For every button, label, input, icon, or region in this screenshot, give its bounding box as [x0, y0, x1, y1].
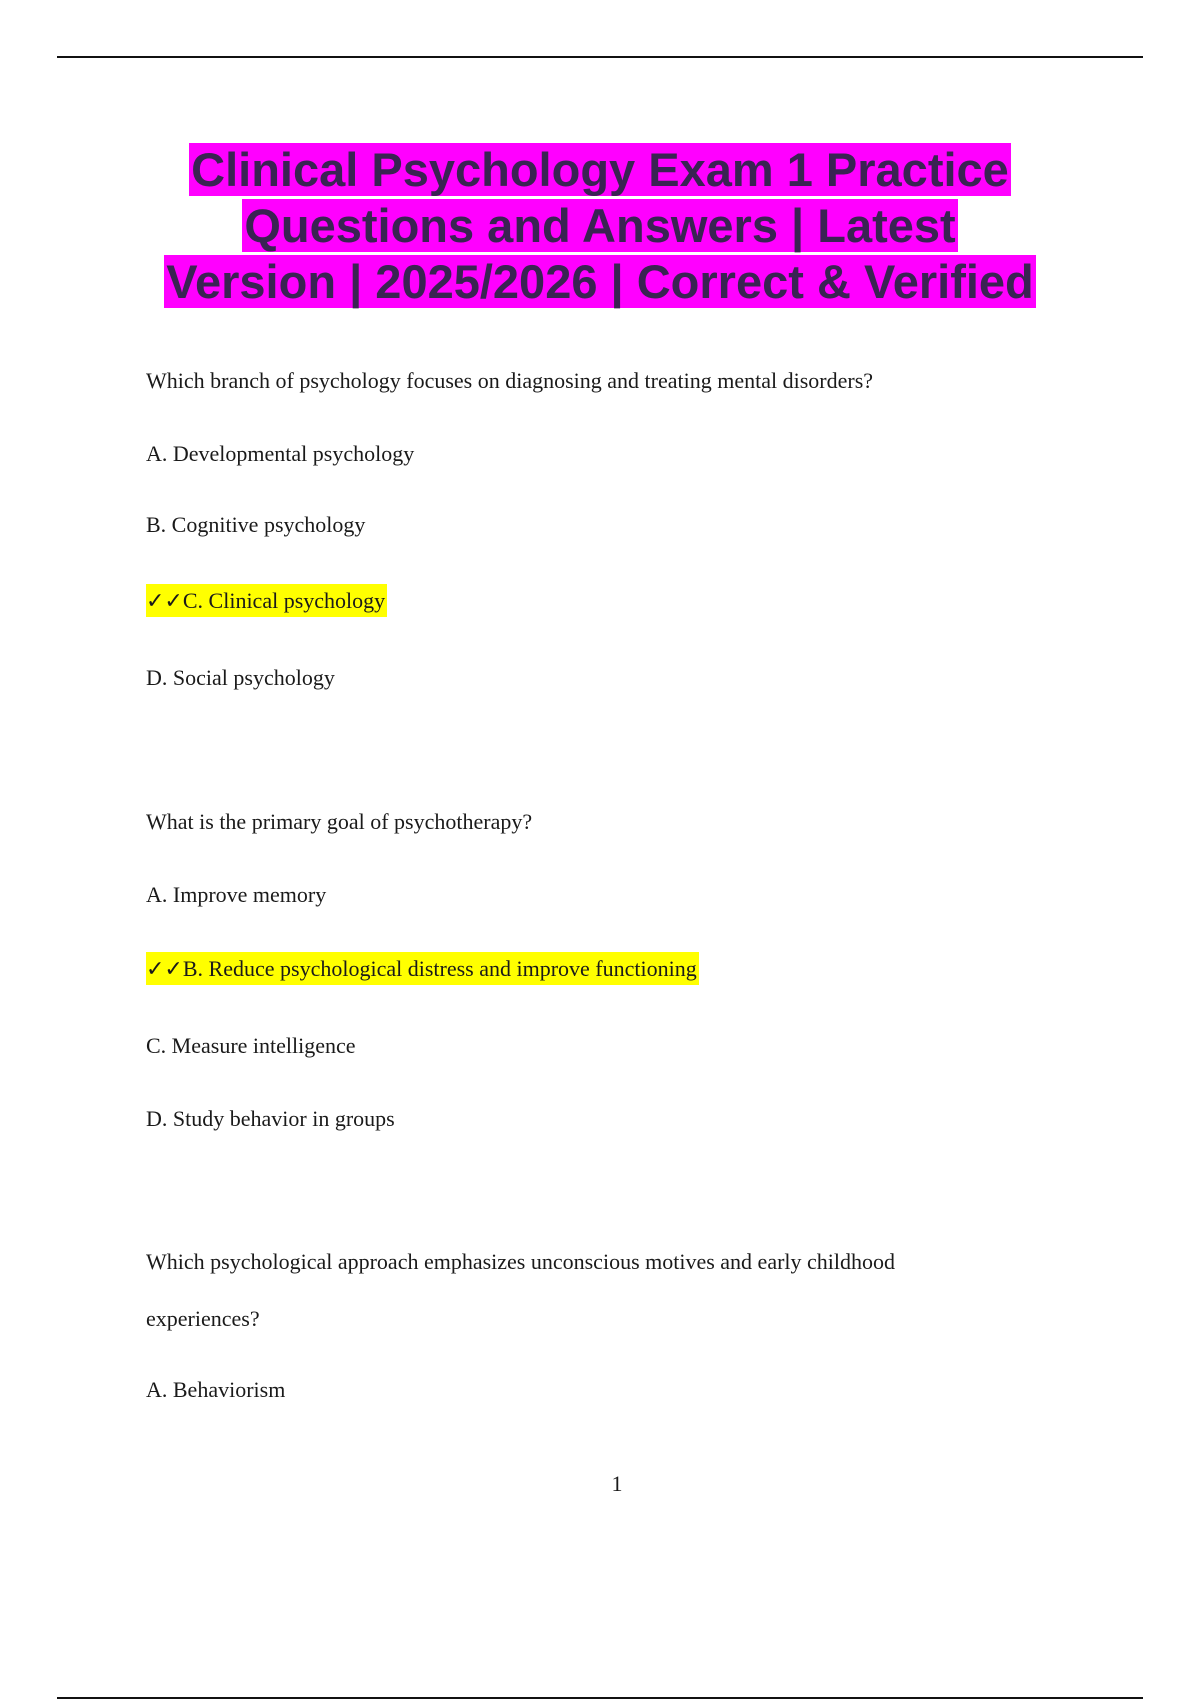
question-1-option-d: D. Social psychology: [146, 665, 335, 690]
question-2-option-b-correct: [146, 955, 699, 984]
question-1-option-c-correct: [146, 587, 387, 616]
question-1-text: Which branch of psychology focuses on diagnosing and treating mental disorders?: [146, 368, 874, 393]
title-line-1: Clinical Psychology Exam 1 Practice: [191, 143, 1009, 196]
question-2-text: What is the primary goal of psychotherapy?: [146, 809, 533, 834]
question-3-text-line-1: Which psychological approach emphasizes unconscious motives and early childhood: [146, 1249, 896, 1274]
correct-answer-text: C. Clinical psychology: [182, 588, 386, 613]
question-2-option-c: C. Measure intelligence: [146, 1033, 356, 1058]
question-2-option-a: A. Improve memory: [146, 882, 327, 907]
header-rule: [57, 56, 1143, 58]
question-3-option-a: A. Behaviorism: [146, 1377, 286, 1402]
double-check-icon: ✓✓: [146, 589, 183, 614]
title-line-3: Version | 2025/2026 | Correct & Verified: [166, 255, 1034, 308]
question-3-text-line-2: experiences?: [146, 1306, 260, 1331]
double-check-icon: ✓✓: [146, 957, 183, 982]
question-2-option-d: D. Study behavior in groups: [146, 1106, 395, 1131]
question-1-option-a: A. Developmental psychology: [146, 441, 415, 466]
question-1-option-b: B. Cognitive psychology: [146, 512, 366, 537]
correct-answer-highlight: [146, 952, 699, 985]
title-line-2: Questions and Answers | Latest: [244, 199, 956, 252]
footer-rule: [57, 1697, 1143, 1699]
document-title: [120, 142, 1080, 310]
page-number: 1: [611, 1471, 623, 1496]
correct-answer-highlight: [146, 584, 387, 617]
correct-answer-text: B. Reduce psychological distress and improve functioning: [182, 956, 697, 981]
